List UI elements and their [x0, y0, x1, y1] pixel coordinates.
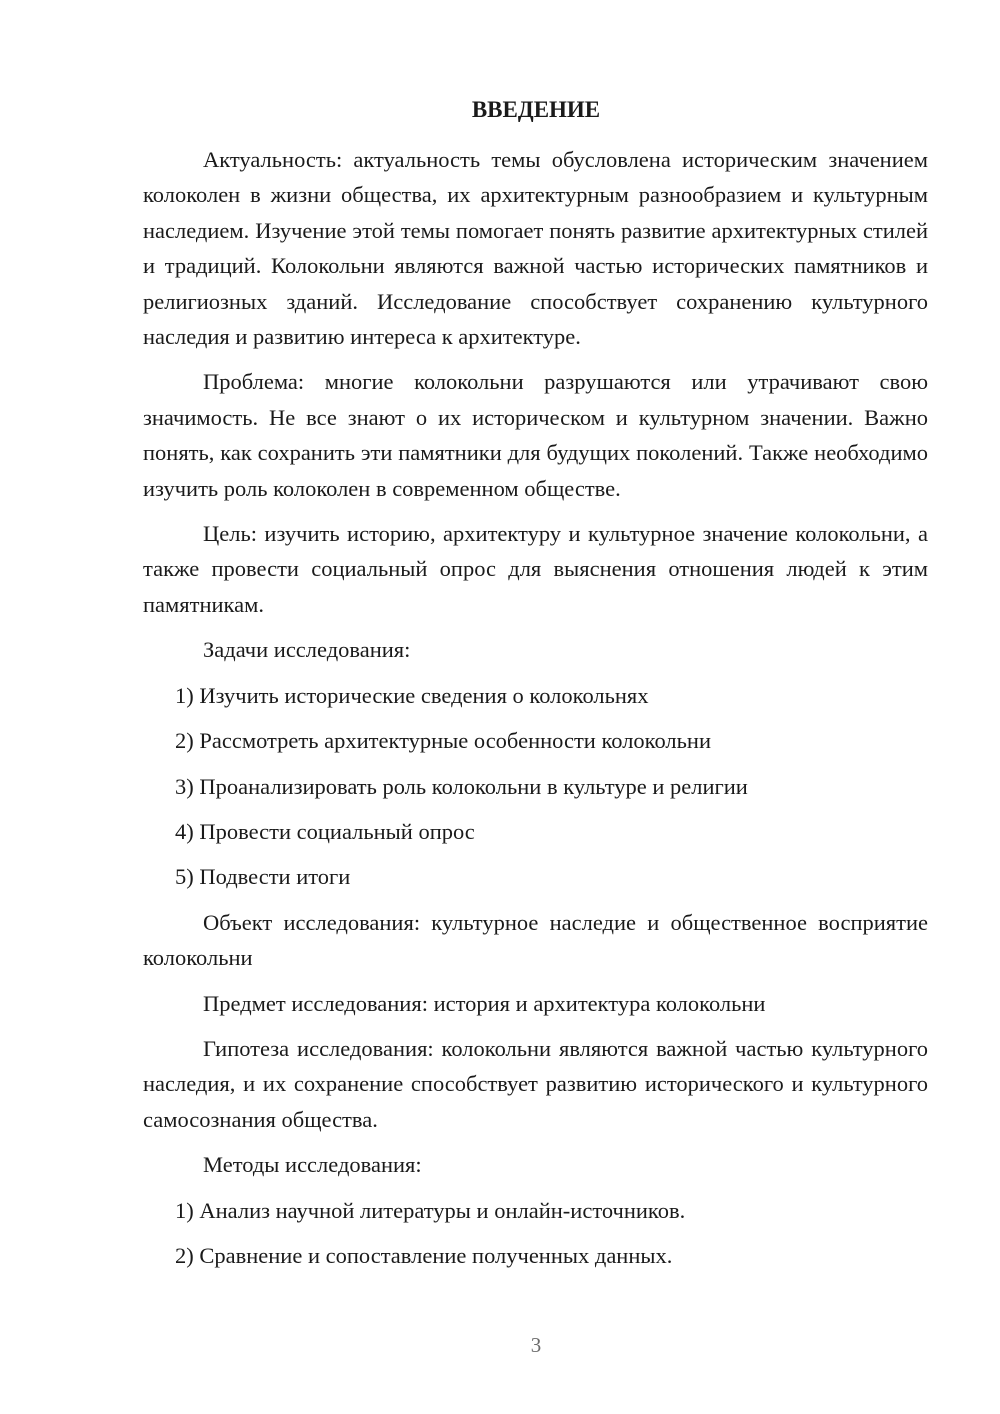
task-item-2: 2) Рассмотреть архитектурные особенности колокольни — [175, 728, 711, 754]
object-paragraph: Объект исследования: культурное наследие и общественное восприятие колокольни — [143, 909, 928, 971]
page-number: 3 — [530, 1333, 542, 1357]
task-item-4: 4) Провести социальный опрос — [175, 818, 475, 844]
tasks-label: Задачи исследования: — [203, 637, 411, 663]
goal-paragraph: Цель: изучить историю, архитектуру и культурное значение колокольни, а также провести социальный опрос для выяснения отношения людей к этим памятникам. — [143, 521, 928, 617]
hypothesis-paragraph: Гипотеза исследования: колокольни являются важной частью культурного наследия, и их сохранение способствует развитию исторического и культурного самосознания общества. — [143, 1035, 928, 1132]
page-title: ВВЕДЕНИЕ — [471, 97, 601, 122]
problem-paragraph: Проблема: многие колокольни разрушаются или утрачивают свою значимость. Не все знают о их историческом и культурном значении. Важно понять, как сохранить эти памятники для будущих поколений. Также необходимо изучить роль колоколен в современном обществе. — [143, 369, 928, 501]
task-item-5: 5) Подвести итоги — [175, 864, 351, 890]
task-item-3: 3) Проанализировать роль колокольни в культуре и религии — [175, 773, 748, 799]
methods-label: Методы исследования: — [203, 1152, 422, 1178]
method-item-1: 1) Анализ научной литературы и онлайн-источников. — [175, 1197, 686, 1223]
task-item-1: 1) Изучить исторические сведения о колокольнях — [175, 682, 649, 708]
document-body — [143, 142, 928, 1283]
relevance-paragraph: Актуальность: актуальность темы обусловлена историческим значением колоколен в жизни общества, их архитектурным разнообразием и культурным наследием. Изучение этой темы помогает понять развитие архитектурных стилей и традиций. Колокольни являются важной частью исторических памятников и религиозных зданий. Исследование способствует сохранению культурного наследия и развитию интереса к архитектуре. — [143, 147, 928, 350]
method-item-2: 2) Сравнение и сопоставление полученных данных. — [175, 1242, 673, 1268]
subject-paragraph: Предмет исследования: история и архитектура колокольни — [203, 990, 766, 1016]
